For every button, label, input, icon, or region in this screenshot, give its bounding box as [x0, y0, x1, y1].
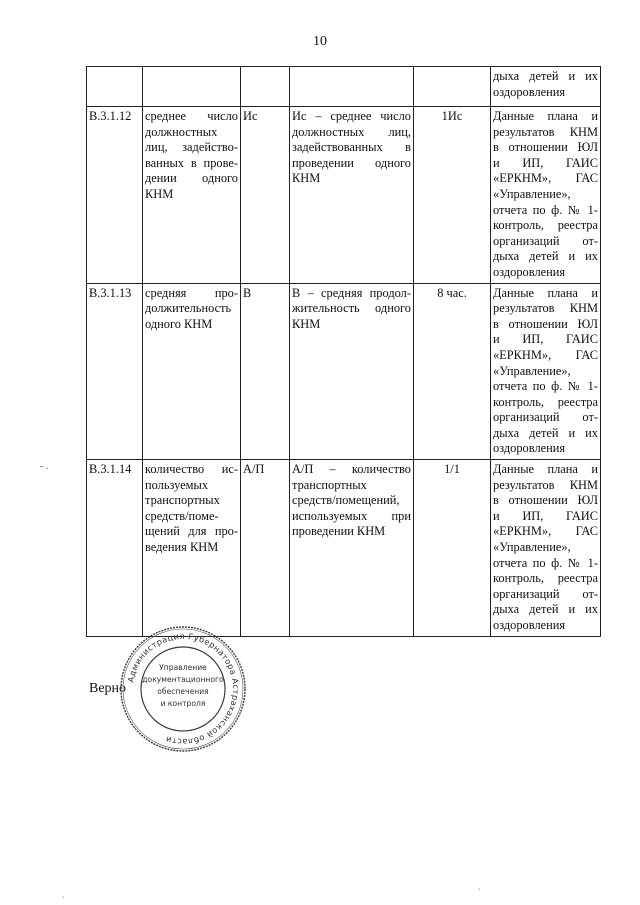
text-line: ванных в прове-: [145, 155, 238, 170]
text-line: «ЕРКНМ», ГАС: [493, 524, 598, 539]
text-line: «Управление»,: [493, 540, 571, 555]
page-number: 10: [313, 34, 327, 49]
indicator-table-body: [87, 67, 601, 637]
cell-name: [143, 460, 241, 637]
text-line: КНМ: [145, 186, 174, 201]
stamp-center-line: документационного: [142, 675, 224, 684]
text-line: Данные плана и: [493, 109, 598, 123]
scan-mark: ·: [478, 885, 481, 894]
stamp-center-line: и контроля: [160, 699, 206, 708]
cell-code: В.3.1.14: [87, 460, 143, 637]
cell-formula: [290, 107, 414, 284]
text-line: и ИП, ГАИС: [493, 332, 598, 347]
text-line: Данные плана и: [493, 462, 598, 477]
cell-code: [87, 67, 143, 107]
text-line: лиц, задейство-: [145, 140, 238, 155]
text-line: Ис – среднее число: [292, 109, 411, 123]
text-line: «Управление»,: [493, 186, 571, 201]
cell-symbol: В: [241, 283, 290, 460]
stamp-center-line: Управление: [159, 663, 207, 672]
text-line: и ИП, ГАИС: [493, 508, 598, 523]
cell-source: [491, 67, 601, 107]
stamp-center-line: обеспечения: [157, 687, 209, 696]
text-line: задействованных в: [292, 140, 411, 155]
text-line: и ИП, ГАИС: [493, 155, 598, 170]
text-line: должностных лиц,: [292, 124, 411, 139]
text-line: дыха детей и их: [493, 602, 598, 617]
cell-value: [414, 67, 491, 107]
text-line: дыха детей и их: [493, 69, 598, 83]
official-stamp: [118, 624, 248, 754]
text-line: проведении одного: [292, 155, 411, 170]
text-line: дыха детей и их: [493, 425, 598, 440]
text-line: оздоровления: [493, 264, 566, 279]
text-line: дыха детей и их: [493, 249, 598, 264]
text-line: результатов КНМ: [493, 477, 598, 492]
cell-symbol: Ис: [241, 107, 290, 284]
text-line: организаций от-: [493, 586, 598, 601]
text-line: «ЕРКНМ», ГАС: [493, 171, 598, 186]
text-line: контроль, реестра: [493, 394, 598, 409]
text-line: контроль, реестра: [493, 571, 598, 586]
text-line: средств/помещений,: [292, 493, 400, 508]
cell-code: В.3.1.13: [87, 283, 143, 460]
text-line: средняя про-: [145, 285, 238, 300]
cell-code: В.3.1.12: [87, 107, 143, 284]
text-line: средств/поме-: [145, 508, 219, 523]
text-line: оздоровления: [493, 441, 566, 456]
cell-name: [143, 107, 241, 284]
text-line: КНМ: [292, 316, 321, 331]
text-line: в отношении ЮЛ: [493, 316, 598, 331]
cell-value: 1/1: [414, 460, 491, 637]
text-line: результатов КНМ: [493, 301, 598, 316]
cell-source: [491, 283, 601, 460]
text-line: В – средняя продол-: [292, 285, 411, 300]
text-line: пользуемых: [145, 477, 209, 492]
text-line: Данные плана и: [493, 285, 598, 300]
text-line: КНМ: [292, 171, 321, 186]
text-line: одного КНМ: [145, 316, 213, 331]
text-line: отчета по ф. № 1-: [493, 379, 598, 394]
text-line: в отношении ЮЛ: [493, 493, 598, 508]
table-row-continuation: [87, 67, 601, 107]
cell-value: 8 час.: [414, 283, 491, 460]
cell-symbol: А/П: [241, 460, 290, 637]
indicator-table: [86, 66, 601, 637]
text-line: «Управление»,: [493, 363, 571, 378]
text-line: проведении КНМ: [292, 524, 386, 539]
text-line: транспортных: [145, 493, 220, 508]
text-line: дении одного: [145, 171, 238, 186]
text-line: жительность одного: [292, 301, 411, 316]
text-line: «ЕРКНМ», ГАС: [493, 347, 598, 362]
cell-source: [491, 107, 601, 284]
table-row: [87, 107, 601, 284]
text-line: организаций от-: [493, 410, 598, 425]
text-line: оздоровления: [493, 84, 566, 99]
text-line: организаций от-: [493, 233, 598, 248]
text-line: контроль, реестра: [493, 218, 598, 233]
cell-formula: [290, 67, 414, 107]
text-line: используемых при: [292, 508, 411, 523]
scan-mark: ·: [62, 893, 65, 902]
verno-label: Верно: [89, 681, 127, 696]
cell-name: [143, 283, 241, 460]
cell-symbol: [241, 67, 290, 107]
text-line: среднее число: [145, 109, 238, 123]
text-line: отчета по ф. № 1-: [493, 202, 598, 217]
cell-formula: [290, 460, 414, 637]
cell-formula: [290, 283, 414, 460]
scan-mark: - .: [40, 461, 49, 472]
text-line: количество ис-: [145, 462, 238, 477]
cell-source: [491, 460, 601, 637]
text-line: А/П – количество: [292, 462, 411, 477]
text-line: ведения КНМ: [145, 540, 219, 555]
table-row: [87, 460, 601, 637]
text-line: отчета по ф. № 1-: [493, 555, 598, 570]
text-line: щений для про-: [145, 524, 238, 539]
text-line: оздоровления: [493, 618, 566, 632]
stamp-ring-text: Администрация Губернатора Астраханской области: [125, 630, 242, 748]
table-row: [87, 283, 601, 460]
text-line: в отношении ЮЛ: [493, 140, 598, 155]
cell-name: [143, 67, 241, 107]
text-line: результатов КНМ: [493, 124, 598, 139]
text-line: транспортных: [292, 477, 367, 492]
text-line: должностных: [145, 124, 218, 139]
cell-value: 1Ис: [414, 107, 491, 284]
text-line: должительность: [145, 301, 232, 316]
